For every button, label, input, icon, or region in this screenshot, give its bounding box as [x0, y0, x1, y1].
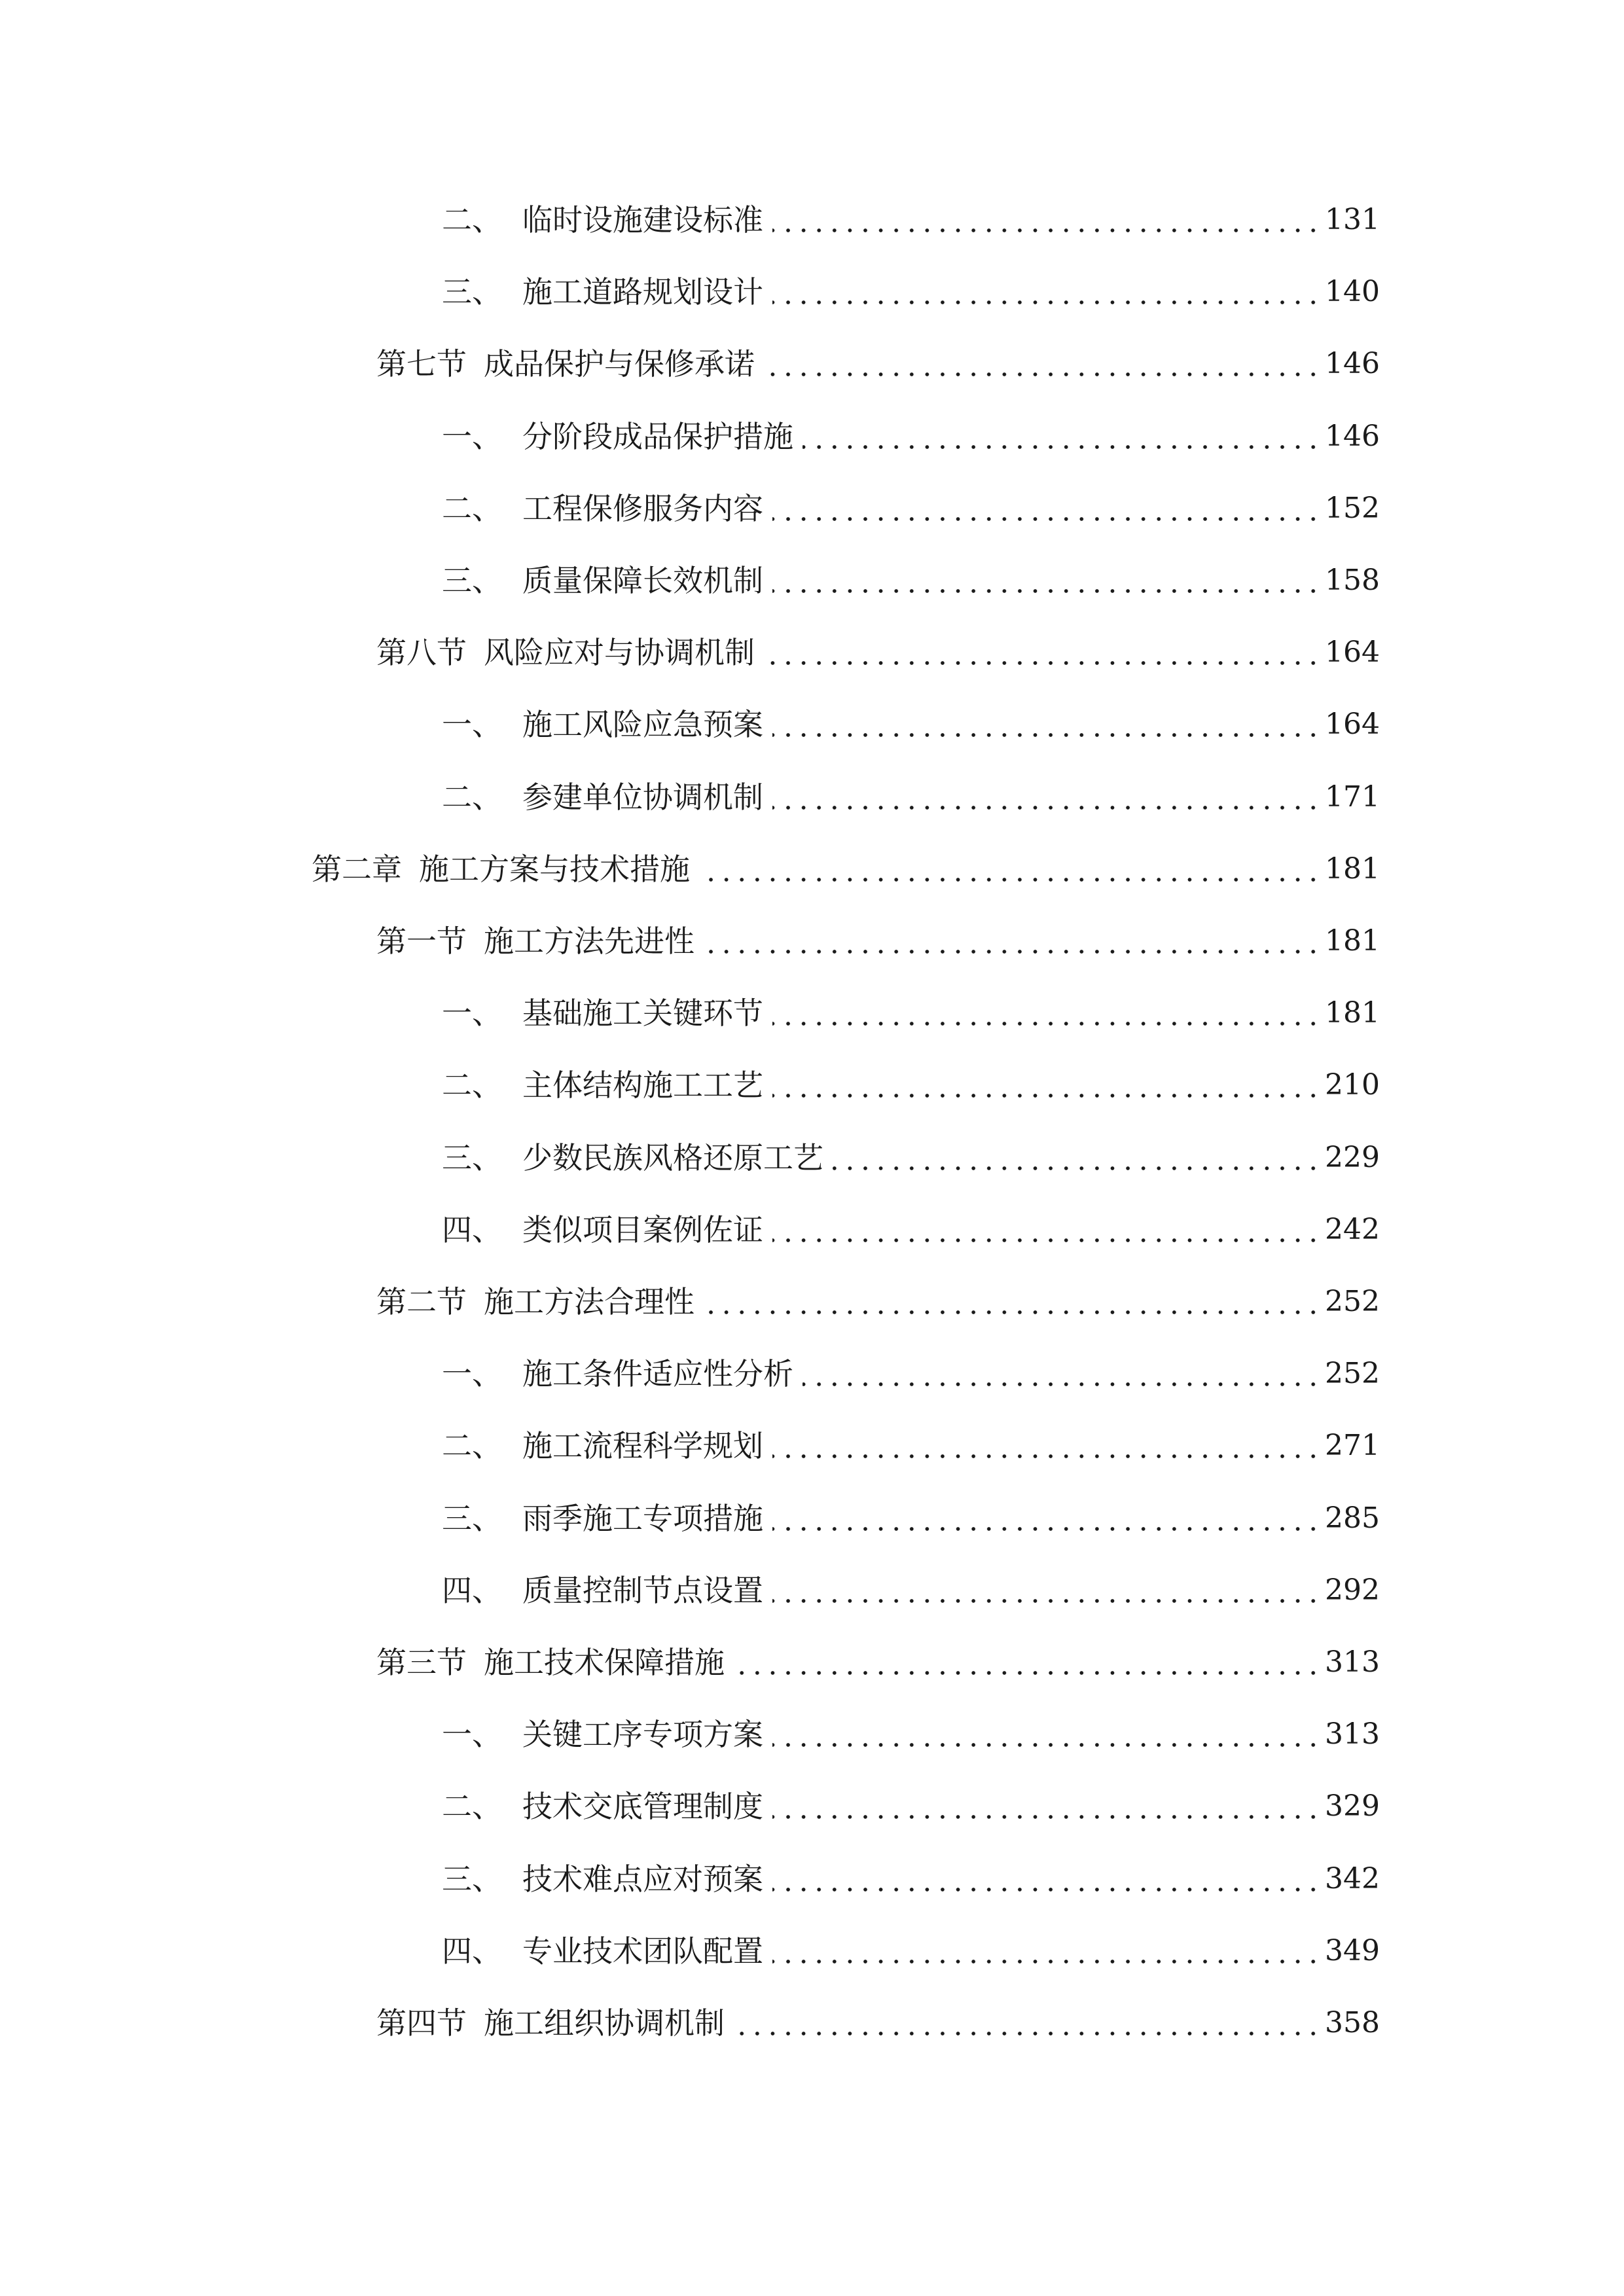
toc-entry-number: 三、	[442, 274, 502, 310]
toc-entry-page-number: 313	[1325, 1645, 1380, 1679]
toc-entry-title: 施工风险应急预案	[522, 707, 763, 742]
toc-entry[interactable]	[442, 1132, 1380, 1184]
toc-entry-number: 四、	[442, 1933, 502, 1969]
toc-entry-number: 二、	[442, 1428, 502, 1463]
toc-dot-leader	[700, 1276, 1325, 1328]
toc-entry[interactable]	[442, 554, 1380, 607]
toc-entry[interactable]	[442, 987, 1380, 1039]
toc-entry[interactable]	[442, 698, 1380, 751]
toc-entry-number: 二、	[442, 780, 502, 815]
toc-entry-number: 第二章	[312, 852, 402, 887]
toc-entry[interactable]	[442, 1564, 1380, 1617]
toc-entry-page-number: 164	[1325, 636, 1380, 669]
toc-entry[interactable]	[442, 1780, 1380, 1833]
toc-entry[interactable]	[376, 626, 1380, 679]
toc-entry[interactable]	[442, 1708, 1380, 1761]
toc-dot-leader	[768, 1420, 1325, 1472]
toc-dot-leader	[768, 1492, 1325, 1545]
toc-dot-leader	[768, 771, 1325, 823]
toc-dot-leader	[768, 1204, 1325, 1256]
toc-entry-title: 临时设施建设标准	[522, 202, 763, 238]
toc-entry-page-number: 131	[1325, 203, 1380, 236]
toc-entry-page-number: 152	[1325, 492, 1380, 525]
toc-entry-number: 二、	[442, 1067, 502, 1103]
toc-entry-number: 一、	[442, 1717, 502, 1752]
toc-dot-leader	[768, 1925, 1325, 1977]
toc-dot-leader	[799, 410, 1325, 463]
toc-entry-page-number: 210	[1325, 1068, 1380, 1102]
toc-dot-leader	[730, 1636, 1325, 1689]
toc-dot-leader	[768, 266, 1325, 318]
toc-dot-leader	[768, 1708, 1325, 1761]
toc-entry-title: 施工方案与技术措施	[419, 852, 690, 887]
toc-entry-page-number: 342	[1325, 1862, 1380, 1895]
toc-entry-number: 第八节	[376, 635, 467, 670]
toc-dot-leader	[700, 915, 1325, 967]
toc-entry-number: 一、	[442, 996, 502, 1031]
toc-entry[interactable]	[442, 771, 1380, 823]
toc-entry-number: 三、	[442, 1861, 502, 1897]
toc-entry[interactable]	[442, 1204, 1380, 1256]
toc-entry-title: 质量控制节点设置	[522, 1573, 763, 1608]
toc-entry-title: 施工条件适应性分析	[522, 1356, 793, 1391]
toc-entry[interactable]	[312, 843, 1380, 895]
toc-entry-title: 风险应对与协调机制	[484, 635, 755, 670]
toc-entry-page-number: 271	[1325, 1429, 1380, 1462]
toc-dot-leader	[768, 987, 1325, 1039]
toc-entry-page-number: 292	[1325, 1573, 1380, 1607]
toc-entry-number: 第一节	[376, 924, 467, 959]
toc-entry[interactable]	[442, 1925, 1380, 1977]
toc-entry-page-number: 313	[1325, 1717, 1380, 1751]
toc-entry[interactable]	[442, 482, 1380, 535]
toc-entry-page-number: 146	[1325, 347, 1380, 380]
toc-dot-leader	[799, 1348, 1325, 1400]
toc-entry-page-number: 181	[1325, 852, 1380, 886]
toc-entry[interactable]	[442, 1420, 1380, 1472]
toc-entry-page-number: 146	[1325, 420, 1380, 453]
toc-entry-page-number: 329	[1325, 1789, 1380, 1823]
toc-entry-title: 施工方法先进性	[484, 924, 695, 959]
toc-entry-title: 分阶段成品保护措施	[522, 419, 793, 454]
toc-dot-leader	[768, 194, 1325, 246]
toc-entry-number: 三、	[442, 1501, 502, 1536]
toc-entry-page-number: 358	[1325, 2006, 1380, 2039]
toc-entry-page-number: 158	[1325, 564, 1380, 597]
toc-entry-title: 基础施工关键环节	[522, 996, 763, 1031]
toc-entry-title: 施工组织协调机制	[484, 2005, 725, 2041]
toc-entry-title: 雨季施工专项措施	[522, 1501, 763, 1536]
toc-entry[interactable]	[442, 194, 1380, 246]
toc-entry[interactable]	[442, 1348, 1380, 1400]
toc-dot-leader	[829, 1132, 1325, 1184]
toc-dot-leader	[695, 843, 1325, 895]
toc-entry-title: 施工方法合理性	[484, 1284, 695, 1319]
toc-entry-title: 技术难点应对预案	[522, 1861, 763, 1897]
toc-entry-page-number: 229	[1325, 1141, 1380, 1174]
toc-entry-number: 三、	[442, 1140, 502, 1175]
toc-dot-leader	[768, 554, 1325, 607]
toc-entry-number: 第三节	[376, 1645, 467, 1680]
toc-entry-title: 施工技术保障措施	[484, 1645, 725, 1680]
toc-entry-number: 一、	[442, 419, 502, 454]
toc-entry-page-number: 252	[1325, 1285, 1380, 1318]
toc-entry-title: 关键工序专项方案	[522, 1717, 763, 1752]
toc-entry[interactable]	[376, 1636, 1380, 1689]
toc-dot-leader	[730, 1997, 1325, 2049]
toc-dot-leader	[768, 1564, 1325, 1617]
toc-entry-page-number: 252	[1325, 1357, 1380, 1390]
toc-entry-number: 一、	[442, 1356, 502, 1391]
toc-entry-title: 质量保障长效机制	[522, 563, 763, 598]
toc-entry[interactable]	[442, 1853, 1380, 1905]
toc-entry-number: 四、	[442, 1573, 502, 1608]
toc-entry[interactable]	[442, 266, 1380, 318]
toc-entry-number: 二、	[442, 1789, 502, 1824]
toc-entry[interactable]	[376, 915, 1380, 967]
toc-entry-page-number: 171	[1325, 780, 1380, 814]
toc-entry-title: 技术交底管理制度	[522, 1789, 763, 1824]
toc-dot-leader	[760, 626, 1325, 679]
toc-entry[interactable]	[442, 1059, 1380, 1111]
toc-entry-page-number: 140	[1325, 275, 1380, 308]
toc-entry[interactable]	[442, 1492, 1380, 1545]
toc-entry-number: 二、	[442, 491, 502, 526]
toc-entry-number: 一、	[442, 707, 502, 742]
toc-entry-title: 施工道路规划设计	[522, 274, 763, 310]
toc-dot-leader	[768, 1059, 1325, 1111]
toc-entry-number: 三、	[442, 563, 502, 598]
toc-entry[interactable]	[376, 1997, 1380, 2049]
toc-dot-leader	[768, 1780, 1325, 1833]
toc-entry-page-number: 349	[1325, 1934, 1380, 1967]
toc-dot-leader	[768, 1853, 1325, 1905]
toc-entry-page-number: 181	[1325, 996, 1380, 1030]
toc-entry-title: 专业技术团队配置	[522, 1933, 763, 1969]
toc-entry-page-number: 181	[1325, 924, 1380, 958]
toc-entry[interactable]	[442, 410, 1380, 463]
toc-entry-title: 少数民族风格还原工艺	[522, 1140, 823, 1175]
toc-entry-page-number: 164	[1325, 708, 1380, 741]
toc-entry-page-number: 242	[1325, 1213, 1380, 1246]
toc-entry-number: 二、	[442, 202, 502, 238]
toc-entry-title: 施工流程科学规划	[522, 1428, 763, 1463]
toc-entry-title: 参建单位协调机制	[522, 780, 763, 815]
toc-dot-leader	[760, 338, 1325, 390]
toc-entry-title: 主体结构施工工艺	[522, 1067, 763, 1103]
toc-dot-leader	[768, 482, 1325, 535]
toc-entry-title: 工程保修服务内容	[522, 491, 763, 526]
toc-entry-number: 四、	[442, 1212, 502, 1247]
toc-entry[interactable]	[376, 1276, 1380, 1328]
toc-entry-number: 第二节	[376, 1284, 467, 1319]
toc-entry-title: 类似项目案例佐证	[522, 1212, 763, 1247]
toc-entry-number: 第四节	[376, 2005, 467, 2041]
toc-entry[interactable]	[376, 338, 1380, 390]
toc-entry-title: 成品保护与保修承诺	[484, 346, 755, 382]
toc-dot-leader	[768, 698, 1325, 751]
toc-entry-number: 第七节	[376, 346, 467, 382]
toc-entry-page-number: 285	[1325, 1501, 1380, 1535]
